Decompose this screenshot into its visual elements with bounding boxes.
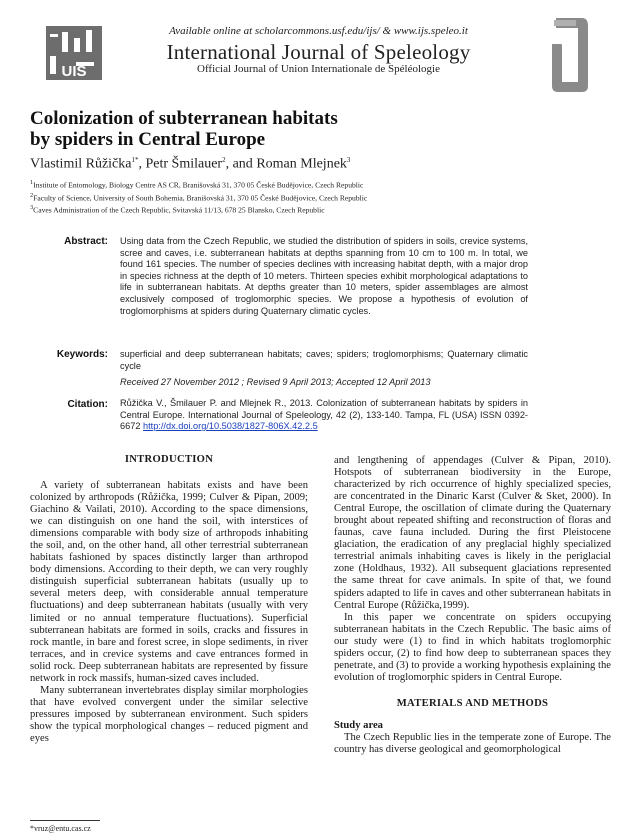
author-separator: , <box>138 156 146 172</box>
author-separator: , and <box>225 156 257 172</box>
keywords-text: superficial and deep subterranean habitats; caves; spiders; troglomorphisms; Quaternary climatic cycle <box>120 349 528 371</box>
affiliation: $^3$Caves Administration of the Czech Republic, Svitavská 11/13, 678 25 Blansko, Czech Republic <box>30 204 325 215</box>
right-column <box>334 455 611 756</box>
paragraph: In this paper we concentrate on spiders occupying subterranean habitats in the Czech Republic. The basic aims of our study were (1) to find in which habitats troglomorphic spiders occur, (2) to find how deep to subterranean spaces they penetrate, and (3) to provide a working hypothesis explaining the evolution of troglomorphic spiders in Central Europe. <box>334 611 611 683</box>
paragraph: and lengthening of appendages (Culver & Pipan, 2010). Hotspots of subterranean biodiversity in the Europe, characterized by rich occurrence of highly specialized species, are concentrated in the Dinaric Karst (Culver & Sket, 2000). In Central Europe, the oscillation of climate during the Quaternary brought about repeated shifting and reconstruction of floras and faunas, cave fauna included. During the first Pleistocene glaciation, the eradication of any preglacial highly specialized terrestrial animals inhabiting caves is likely in the periglacial zone (Holdhaus, 1932). All subsequent glaciations represented the same threat for cave animals. In spite of that, we found spiders adapted to life in caves and other subterranean habitats in Central Europe (Růžička,1999). <box>334 455 611 611</box>
affiliation: $^2$Faculty of Science, University of South Bohemia, Branišovská 31, 370 05 České Budějovice, Czech Republic <box>30 191 368 203</box>
paragraph: A variety of subterranean habitats exists and have been colonized by arthropods (Růžička, 1999; Culver & Pipan, 2009; Giachino & Vailati, 2010). According to the space dimensions, we can distinguish on one hand the soil, with interstices of dimensions comparable with body size of arthropods inhabiting the soil, and, on the other hand, all other terrestrial subterranean habitats fashioned by spaces distinctly larger than arthropod body dimensions. According to their depth, we can very roughly distinguish superficial subterranean habitats (usually up to several meters deep, with considerable annual temperature fluctuations) and deep subterranean habitats (usually with very limited or no annual temperature fluctuations). Superficial subterranean habitats are formed in soils, cracks and fissures in rock mantle, in bare and forest scree, in slope sediments, in river terraces, and in crevice systems and cave entrances formed in solid rock. Deep subterranean habitats are represented by fissure network in rock massifs, human-sized caves included. <box>30 480 308 684</box>
author-sup: 2 <box>222 156 226 164</box>
keywords-label: Keywords: <box>56 349 108 360</box>
article-title-line1: Colonization of subterranean habitats <box>30 108 338 129</box>
affiliations <box>30 178 367 216</box>
article-title <box>30 108 450 150</box>
abstract-text: Using data from the Czech Republic, we studied the distribution of spiders in soils, crevice systems, scree and caves, i.e. subterranean habitats at depths spanning from 10 cm to 100 m. In total, we found 161 species. The number of species declines with increasing habitat depth, with a major drop in species richness at the depth of 10 meters. Thirteen species exhibit morphological adaptations to life in subterranean habitats. At depths greater than 10 meters, spider assemblages are almost exclusively composed of troglomorphic species. We propose a hypothesis of evolution of troglomorphisms at spiders during Quaternary climatic cycles. <box>120 236 528 316</box>
received-dates: Received 27 November 2012 ; Revised 9 April 2013; Accepted 12 April 2013 <box>120 377 431 387</box>
author-sup: 3 <box>346 156 351 164</box>
journal-subtitle: Official Journal of Union Internationale de Spéléologie <box>197 63 440 75</box>
available-online-line: Available online at scholarcommons.usf.edu/ijs/ & www.ijs.speleo.it <box>169 25 468 37</box>
author-name: Petr Šmilauer <box>145 156 223 172</box>
author-name: Roman Mlejnek <box>256 156 347 172</box>
abstract-label: Abstract: <box>64 236 108 247</box>
footnote-divider <box>30 820 100 821</box>
introduction-heading: INTRODUCTION <box>124 454 214 465</box>
doi-link[interactable]: http://dx.doi.org/10.5038/1827-806X.42.2.5 <box>143 421 318 432</box>
citation-label: Citation: <box>67 399 108 410</box>
corresponding-email[interactable]: *vruz@entu.cas.cz <box>30 824 91 833</box>
journal-title: International Journal of Speleology <box>166 40 471 64</box>
citation-text <box>120 398 528 433</box>
speleology-emblem-icon <box>548 14 590 94</box>
left-column <box>30 480 308 745</box>
author-list <box>30 156 350 173</box>
paragraph: The Czech Republic lies in the temperate zone of Europe. The country has diverse geological and geomorphological <box>334 731 611 756</box>
citation-body: Růžička V., Šmilauer P. and Mlejnek R., 2013. Colonization of subterranean habitats by spiders in Central Europe. International Journal of Speleology, 42 (2), 133-140. Tampa, FL (USA) ISSN 0392-6672 <box>120 398 528 432</box>
study-area-heading: Study area <box>334 719 383 731</box>
author-name: Vlastimil Růžička <box>30 156 132 172</box>
uis-logo-text: UIS <box>61 63 87 80</box>
author-sup: 1* <box>131 156 139 164</box>
affiliation: $^1$Institute of Entomology, Biology Centre AS CR, Branišovská 31, 370 05 České Budějovice, Czech Republic <box>30 179 364 190</box>
methods-heading: MATERIALS AND METHODS <box>396 697 549 709</box>
article-title-line2: by spiders in Central Europe <box>30 129 266 150</box>
paragraph: Many subterranean invertebrates display similar morphologies that have evolved convergent under the similar selective pressures imposed by subterranean environment. Such spiders show the typical morphological changes – reduced pigment and eyes <box>30 684 308 744</box>
